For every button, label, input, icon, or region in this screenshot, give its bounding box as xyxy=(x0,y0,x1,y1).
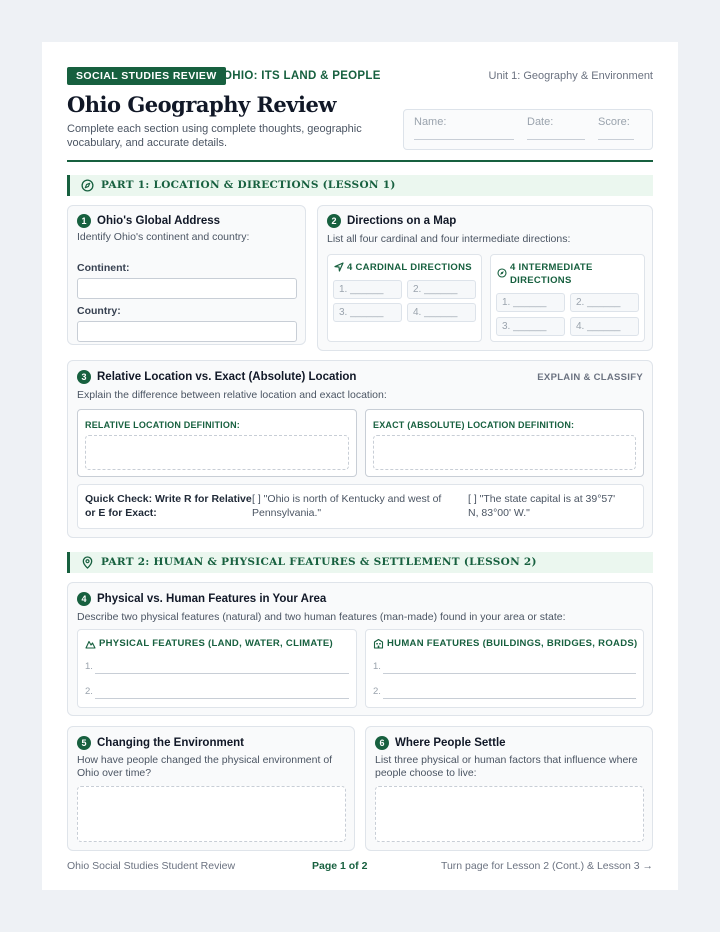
physical-feature-line-2[interactable] xyxy=(95,698,349,699)
name-field[interactable] xyxy=(414,139,514,140)
score-field[interactable] xyxy=(598,139,634,140)
settlement-answer-box[interactable] xyxy=(375,786,644,842)
compass-icon xyxy=(497,268,507,278)
cardinal-directions-heading: 4 CARDINAL DIRECTIONS xyxy=(347,262,472,273)
cardinal-slot-4[interactable]: 4. ______ xyxy=(407,303,476,322)
student-info-box xyxy=(403,109,653,150)
intermediate-directions-heading-line-2: DIRECTIONS xyxy=(510,275,572,286)
country-input[interactable] xyxy=(77,321,297,342)
question-5-card xyxy=(67,726,355,851)
part-1-title: PART 1: LOCATION & DIRECTIONS (LESSON 1) xyxy=(101,179,396,191)
intermediate-directions-box xyxy=(490,254,645,342)
worksheet-page xyxy=(42,42,678,890)
question-description: List three physical or human factors that influence where people choose to live: xyxy=(375,754,638,779)
question-number: 1 xyxy=(77,214,91,228)
human-feature-label-2: 2. xyxy=(373,686,381,697)
date-field[interactable] xyxy=(527,139,585,140)
footer-course: Ohio Social Studies Student Review xyxy=(67,860,236,872)
question-1-card xyxy=(67,205,306,345)
intermediate-slot-1[interactable]: 1. ______ xyxy=(496,293,565,312)
exact-location-label: EXACT (ABSOLUTE) LOCATION DEFINITION: xyxy=(373,420,575,430)
physical-feature-line-1[interactable] xyxy=(95,673,349,674)
question-title: Directions on a Map xyxy=(347,215,457,227)
question-number: 4 xyxy=(77,592,91,606)
next-page-note: Turn page for Lesson 2 (Cont.) & Lesson 3 → xyxy=(440,860,653,872)
physical-feature-label-1: 1. xyxy=(85,661,93,672)
part-2-title: PART 2: HUMAN & PHYSICAL FEATURES & SETTLEMENT (LESSON 2) xyxy=(101,556,537,568)
subject-badge: SOCIAL STUDIES REVIEW xyxy=(67,67,226,85)
physical-feature-label-2: 2. xyxy=(85,686,93,697)
environment-answer-box[interactable] xyxy=(77,786,346,842)
human-feature-label-1: 1. xyxy=(373,661,381,672)
intermediate-directions-heading: 4 INTERMEDIATE xyxy=(510,262,593,273)
score-label: Score: xyxy=(598,116,630,128)
continent-label: Continent: xyxy=(77,262,130,274)
intermediate-slot-3[interactable]: 3. ______ xyxy=(496,317,565,336)
human-features-box xyxy=(365,629,644,708)
exact-location-answer[interactable] xyxy=(373,435,636,470)
country-label: Country: xyxy=(77,305,121,317)
intermediate-slot-4[interactable]: 4. ______ xyxy=(570,317,639,336)
question-title: Where People Settle xyxy=(395,737,506,749)
question-title: Physical vs. Human Features in Your Area xyxy=(97,593,327,605)
part-2-header xyxy=(67,552,653,573)
quick-check-box xyxy=(77,484,644,529)
cardinal-slot-3[interactable]: 3. ______ xyxy=(333,303,402,322)
question-description: Describe two physical features (natural) and two human features (man-made) found in your area or state: xyxy=(77,611,566,623)
relative-location-answer[interactable] xyxy=(85,435,349,470)
question-description: Identify Ohio's continent and country: xyxy=(77,231,250,243)
question-3-card xyxy=(67,360,653,538)
cardinal-slot-1[interactable]: 1. ______ xyxy=(333,280,402,299)
map-pin-icon xyxy=(81,556,94,569)
question-number: 2 xyxy=(327,214,341,228)
human-feature-line-2[interactable] xyxy=(383,698,636,699)
question-title: Relative Location vs. Exact (Absolute) Location xyxy=(97,371,357,383)
question-title: Ohio's Global Address xyxy=(97,215,221,227)
course-title: OHIO: ITS LAND & PEOPLE xyxy=(223,70,381,82)
question-number: 3 xyxy=(77,370,91,384)
question-6-card xyxy=(365,726,653,851)
page-instructions: Complete each section using complete thoughts, geographic vocabulary, and accurate details. xyxy=(67,123,362,149)
navigation-arrow-icon xyxy=(334,262,344,272)
question-2-card xyxy=(317,205,653,351)
page-number: Page 1 of 2 xyxy=(312,860,368,872)
question-4-card xyxy=(67,582,653,716)
header-divider xyxy=(67,160,653,162)
building-icon xyxy=(373,638,384,649)
exact-location-box xyxy=(365,409,644,477)
name-label: Name: xyxy=(414,116,447,128)
page-title: Ohio Geography Review xyxy=(67,92,336,117)
quick-check-item-1[interactable]: [ ] "Ohio is north of Kentucky and west of Pennsylvania." xyxy=(252,493,442,519)
question-number: 5 xyxy=(77,736,91,750)
human-feature-line-1[interactable] xyxy=(383,673,636,674)
mountain-icon xyxy=(85,639,96,649)
cardinal-directions-box xyxy=(327,254,482,342)
question-title: Changing the Environment xyxy=(97,737,244,749)
question-tag: EXPLAIN & CLASSIFY xyxy=(537,372,643,383)
relative-location-label: RELATIVE LOCATION DEFINITION: xyxy=(85,420,240,430)
intermediate-slot-2[interactable]: 2. ______ xyxy=(570,293,639,312)
human-features-heading: HUMAN FEATURES (BUILDINGS, BRIDGES, ROADS) xyxy=(387,638,638,649)
unit-label: Unit 1: Geography & Environment xyxy=(488,70,653,82)
question-number: 6 xyxy=(375,736,389,750)
quick-check-instructions: Quick Check: Write R for Relative or E for Exact: xyxy=(85,493,252,519)
continent-input[interactable] xyxy=(77,278,297,299)
physical-features-box xyxy=(77,629,357,708)
question-description: Explain the difference between relative location and exact location: xyxy=(77,389,387,401)
question-description: List all four cardinal and four intermediate directions: xyxy=(327,233,571,245)
cardinal-slot-2[interactable]: 2. ______ xyxy=(407,280,476,299)
quick-check-item-2[interactable]: [ ] "The state capital is at 39°57' N, 83°00' W." xyxy=(468,493,616,519)
question-description: How have people changed the physical environment of Ohio over time? xyxy=(77,754,333,779)
relative-location-box xyxy=(77,409,357,477)
date-label: Date: xyxy=(527,116,554,128)
compass-icon xyxy=(81,179,94,192)
physical-features-heading: PHYSICAL FEATURES (LAND, WATER, CLIMATE) xyxy=(99,638,334,649)
header-top-row xyxy=(67,67,653,85)
part-1-header xyxy=(67,175,653,196)
